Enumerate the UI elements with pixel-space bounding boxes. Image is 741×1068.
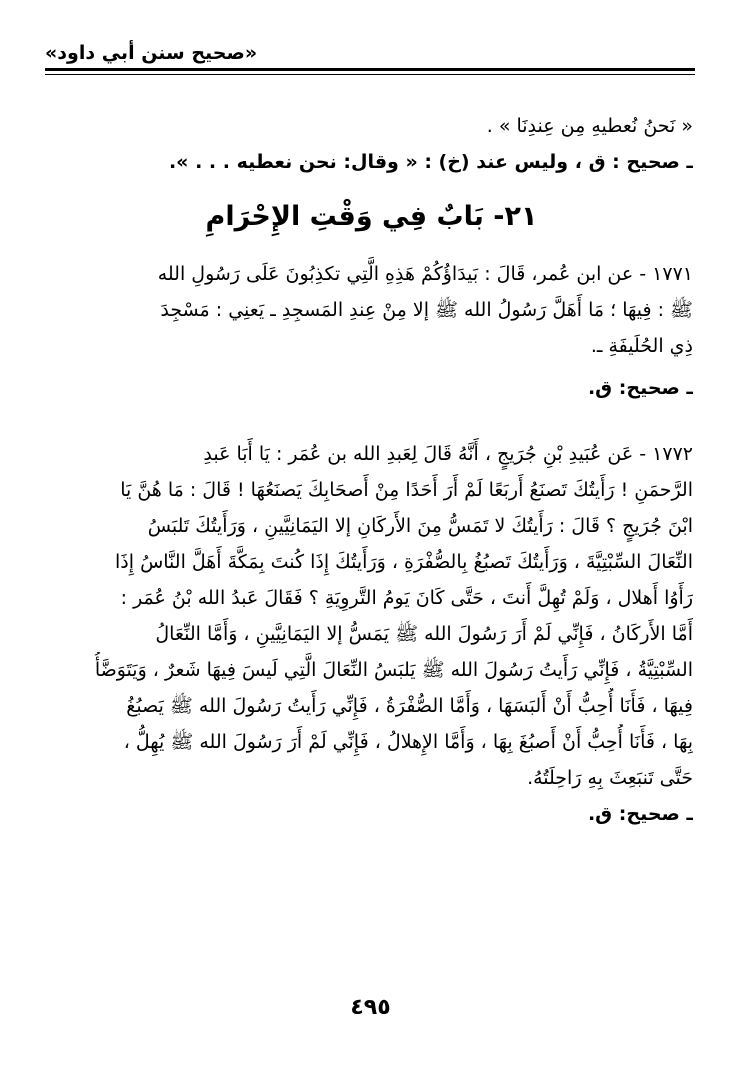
hadith-1772-line: ابْنَ جُرَيجٍ ؟ قَالَ : رَأَيتُكَ لا تَمَسُّ مِنَ الأَركَانِ إلا اليَمَانِيَّينِ ، وَرَأَيتُكَ تَلبَسُ (147, 515, 693, 537)
book-title: «صحيح سنن أبي داود» (45, 42, 258, 64)
page-header (45, 38, 695, 68)
hadith-1771-line: ذِي الحُلَيفَةِ ـ. (590, 335, 693, 357)
hadith-1771-grade: ـ صحيح: ق. (587, 377, 693, 399)
hadith-1772-line: أَمَّا الأَركَانُ ، فَإِنِّي لَمْ أَرَ رَسُولَ الله ﷺ يَمَسُّ إلا اليَمَانِيَّينِ ، وَأَمَّا النِّعَالُ (155, 623, 693, 645)
hadith-1772-line: السِّبْتِيَّةُ ، فَإِنِّي رَأَيتُ رَسُولَ الله ﷺ يَلبَسُ النِّعَالَ الَّتِي لَيسَ فِيهَا شَعرٌ ، وَيَتَوَضَّأُ (94, 659, 693, 681)
chapter-heading: ٢١- بَابٌ فِي وَقْتِ الإِحْرَامِ (205, 201, 538, 232)
hadith-1772-line: ١٧٧٢ - عَن عُبَيدِ بْنِ جُرَيجٍ ، أَنَّهُ قَالَ لِعَبدِ الله بن عُمَر : يَا أَبَا عَبدِ (203, 443, 693, 465)
hadith-1771-line: ١٧٧١ - عن ابن عُمر، قَالَ : بَيدَاؤُكُمْ هَذِهِ الَّتِي تكذِبُونَ عَلَى رَسُولِ الله (157, 263, 693, 285)
hadith-1772-line: بِهَا ، فَأَنَا أُحِبُّ أَنْ أَصبُغَ بِهَا ، وَأَمَّا الإِهلالُ ، فَإِنِّي لَمْ أَرَ رَسُولَ الله ﷺ يُهِلُّ ، (123, 731, 693, 753)
page-body (50, 108, 693, 832)
intro-quote-line: « نَحنُ نُعطيهِ مِن عِندِنَا » . (486, 115, 693, 137)
hadith-1772-line: رَأَوُا أَهلال ، وَلَمْ تُهِلَّ أَنتَ ، حَتَّى كَانَ يَومُ التَّروِيَةِ ؟ فَقَالَ عَبدُ الله بْنُ عُمَر : (120, 587, 693, 609)
page-number: ٤٩٥ (350, 995, 391, 1020)
intro-grade-line: ـ صحيح : ق ، وليس عند (خ) : « وقال: نحن نعطيه . . . ». (168, 151, 693, 173)
hadith-1772-line: النِّعَالَ السِّبْتِيَّةَ ، وَرَأَيتُكَ تَصبُغُ بِالصُّفْرَةِ ، وَرَأَيتُكَ إِذَا كُنتَ بِمَكَّةَ أَهَلَّ النَّاسُ إِذَا (115, 551, 693, 573)
hadith-1772-grade: ـ صحيح: ق. (587, 803, 693, 825)
hadith-1772-line: الرَّحمَنِ ! رَأَيتُكَ تَصنَعُ أَربَعًا لَمْ أَرَ أَحَدًا مِنْ أَصحَابِكَ يَصنَعُهَا ! قَالَ : مَا هُنَّ يَا (120, 479, 693, 501)
hadith-1772-line: فِيهَا ، فَأَنَا أُحِبُّ أَنْ أَلبَسَهَا ، وَأَمَّا الصُّفْرَةُ ، فَإِنِّي رَأَيتُ رَسُولَ الله ﷺ يَصبُغُ (126, 695, 693, 717)
hadith-1772-line: حَتَّى تَنبَعِثَ بِهِ رَاحِلَتُهُ. (527, 767, 693, 789)
hadith-1772 (50, 436, 693, 832)
hadith-1771-line: ﷺ : فِيهَا ؛ مَا أَهَلَّ رَسُولُ الله ﷺ إلا مِنْ عِندِ المَسجِدِ ـ يَعنِي : مَسْجِدَ (160, 299, 693, 321)
header-rule-thick (45, 68, 695, 71)
header-rule-thin (45, 74, 695, 75)
hadith-1771 (50, 256, 693, 406)
